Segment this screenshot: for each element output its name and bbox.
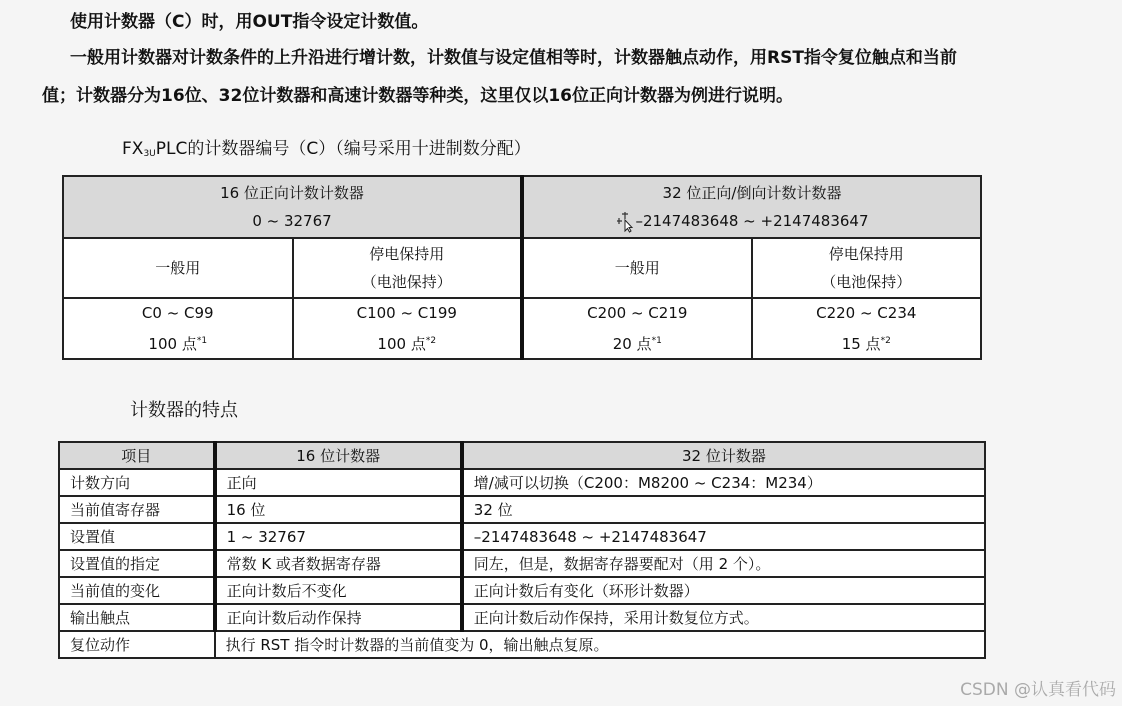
- table-row: 设置值 1 ~ 32767 –2147483648 ~ +2147483647: [59, 523, 985, 550]
- paragraph-3: 值；计数器分为16位、32位计数器和高速计数器等种类，这里仅以16位正向计数器为例进行说明。: [42, 86, 793, 106]
- col-header: 32 位计数器: [462, 442, 985, 469]
- col-header: 项目: [59, 442, 215, 469]
- data-cell: C220 ~ C234 15 点$^{*2}$: [752, 298, 982, 359]
- sub-retentive-32: 停电保持用 （电池保持）: [752, 238, 982, 298]
- sub-general-32: 一般用: [522, 238, 752, 298]
- table-row: 复位动作 执行 RST 指令时计数器的当前值变为 0，输出触点复原。: [59, 631, 985, 658]
- table-row: 当前值寄存器 16 位 32 位: [59, 496, 985, 523]
- mouse-cursor-icon: [616, 211, 634, 233]
- paragraph-1: 使用计数器（C）时，用OUT指令设定计数值。: [70, 12, 429, 32]
- counter-features-table: [58, 441, 986, 659]
- data-cell: C0 ~ C99 100 点$^{*1}$: [63, 298, 293, 359]
- data-cell: C100 ~ C199 100 点$^{*2}$: [293, 298, 523, 359]
- sub-general-16: 一般用: [63, 238, 293, 298]
- features-caption: 计数器的特点: [130, 400, 238, 421]
- table-row: 输出触点 正向计数后动作保持 正向计数后动作保持，采用计数复位方式。: [59, 604, 985, 631]
- counter-number-table: [62, 175, 982, 360]
- header-16bit: 16 位正向计数计数器 0 ~ 32767: [63, 176, 522, 238]
- watermark: CSDN @认真看代码: [960, 680, 1116, 700]
- table-row: 当前值的变化 正向计数后不变化 正向计数后有变化（环形计数器）: [59, 577, 985, 604]
- table-row: 计数方向 正向 增/减可以切换（C200：M8200 ~ C234：M234）: [59, 469, 985, 496]
- header-32bit: 32 位正向/倒向计数计数器 –2147483648 ~ +2147483647: [522, 176, 981, 238]
- data-cell: C200 ~ C219 20 点$^{*1}$: [522, 298, 752, 359]
- col-header: 16 位计数器: [215, 442, 462, 469]
- counter-number-caption: $FX_{3U}PLC$的计数器编号（C）（编号采用十进制数分配）: [122, 139, 531, 159]
- sub-retentive-16: 停电保持用 （电池保持）: [293, 238, 523, 298]
- paragraph-2: 一般用计数器对计数条件的上升沿进行增计数，计数值与设定值相等时，计数器触点动作，用RST指令复位触点和当前: [70, 48, 957, 68]
- table-row: 设置值的指定 常数 K 或者数据寄存器 同左，但是，数据寄存器要配对（用 2 个）。: [59, 550, 985, 577]
